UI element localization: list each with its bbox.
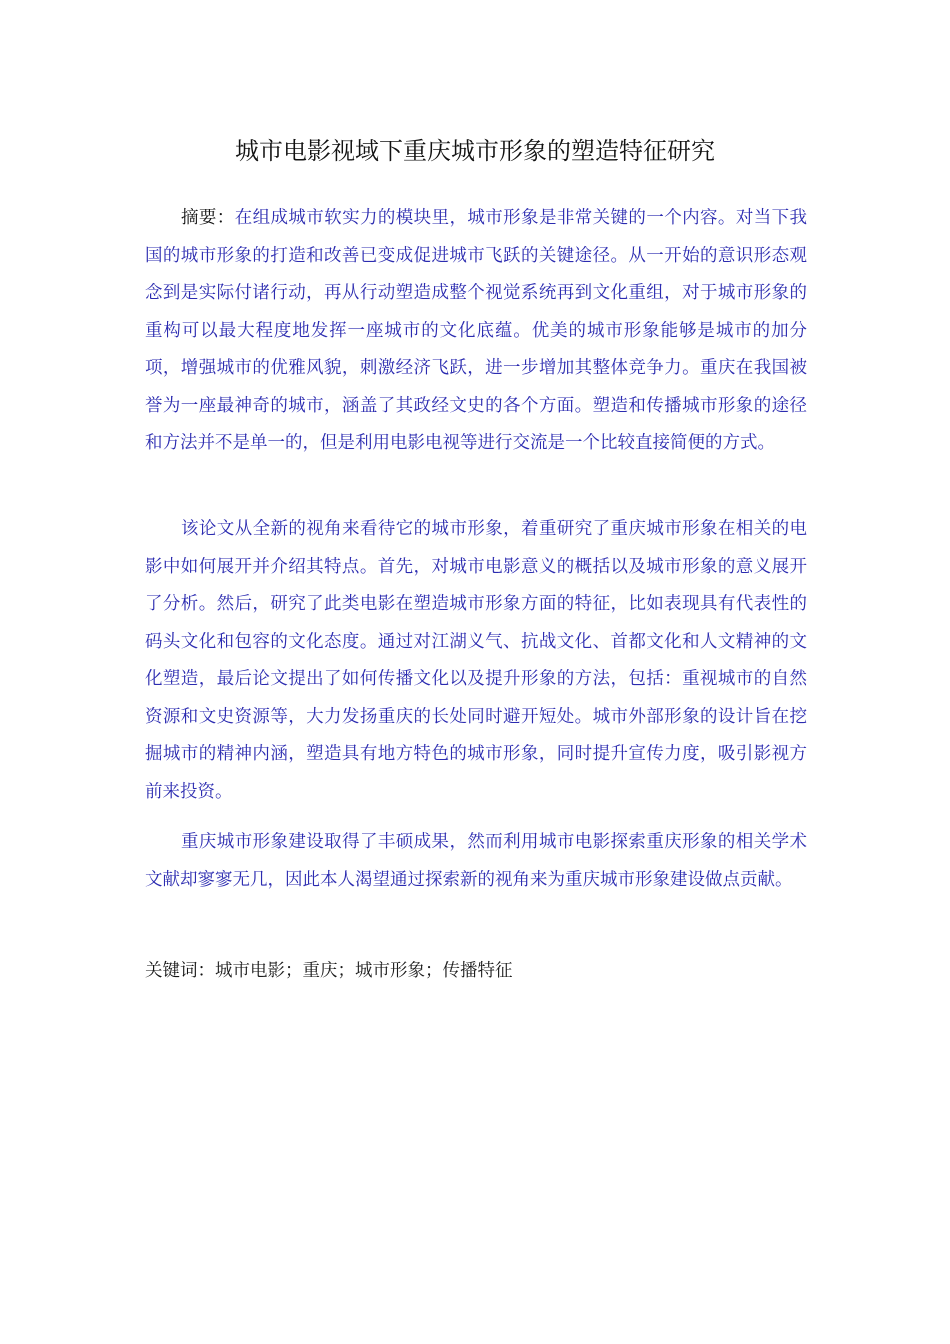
abstract-paragraph-1 (145, 200, 807, 463)
document-title: 城市电影视域下重庆城市形象的塑造特征研究 (235, 137, 715, 165)
abstract-paragraph-2: 该论文从全新的视角来看待它的城市形象，着重研究了重庆城市形象在相关的电影中如何展开并介绍其特点。首先，对城市电影意义的概括以及城市形象的意义展开了分析。然后，研究了此类电影在塑造城市形象方面的特征，比如表现具有代表性的码头文化和包容的文化态度。通过对江湖义气、抗战文化、首都文化和人文精神的文化塑造，最后论文提出了如何传播文化以及提升形象的方法，包括：重视城市的自然资源和文史资源等，大力发扬重庆的长处同时避开短处。城市外部形象的设计旨在挖掘城市的精神内涵，塑造具有地方特色的城市形象，同时提升宣传力度，吸引影视方前来投资。 (145, 519, 807, 802)
abstract-paragraph-3: 重庆城市形象建设取得了丰硕成果，然而利用城市电影探索重庆形象的相关学术文献却寥寥无几，因此本人渴望通过探索新的视角来为重庆城市形象建设做点贡献。 (145, 832, 807, 890)
abstract-label: 摘要： (181, 208, 235, 228)
abstract-paragraph-1-text: 在组成城市软实力的模块里，城市形象是非常关键的一个内容。对当下我国的城市形象的打造和改善已变成促进城市飞跃的关键途径。从一开始的意识形态观念到是实际付诸行动，再从行动塑造成整个视觉系统再到文化重组，对于城市形象的重构可以最大程度地发挥一座城市的文化底蕴。优美的城市形象能够是城市的加分项，增强城市的优雅风貌，刺激经济飞跃，进一步增加其整体竞争力。重庆在我国被誉为一座最神奇的城市，涵盖了其政经文史的各个方面。塑造和传播城市形象的途径和方法并不是单一的，但是利用电影电视等进行交流是一个比较直接简便的方式。 (145, 208, 808, 453)
keywords-text: 城市电影；重庆；城市形象；传播特征 (215, 961, 513, 981)
keywords-label: 关键词： (145, 961, 215, 981)
keywords-line (145, 953, 807, 991)
